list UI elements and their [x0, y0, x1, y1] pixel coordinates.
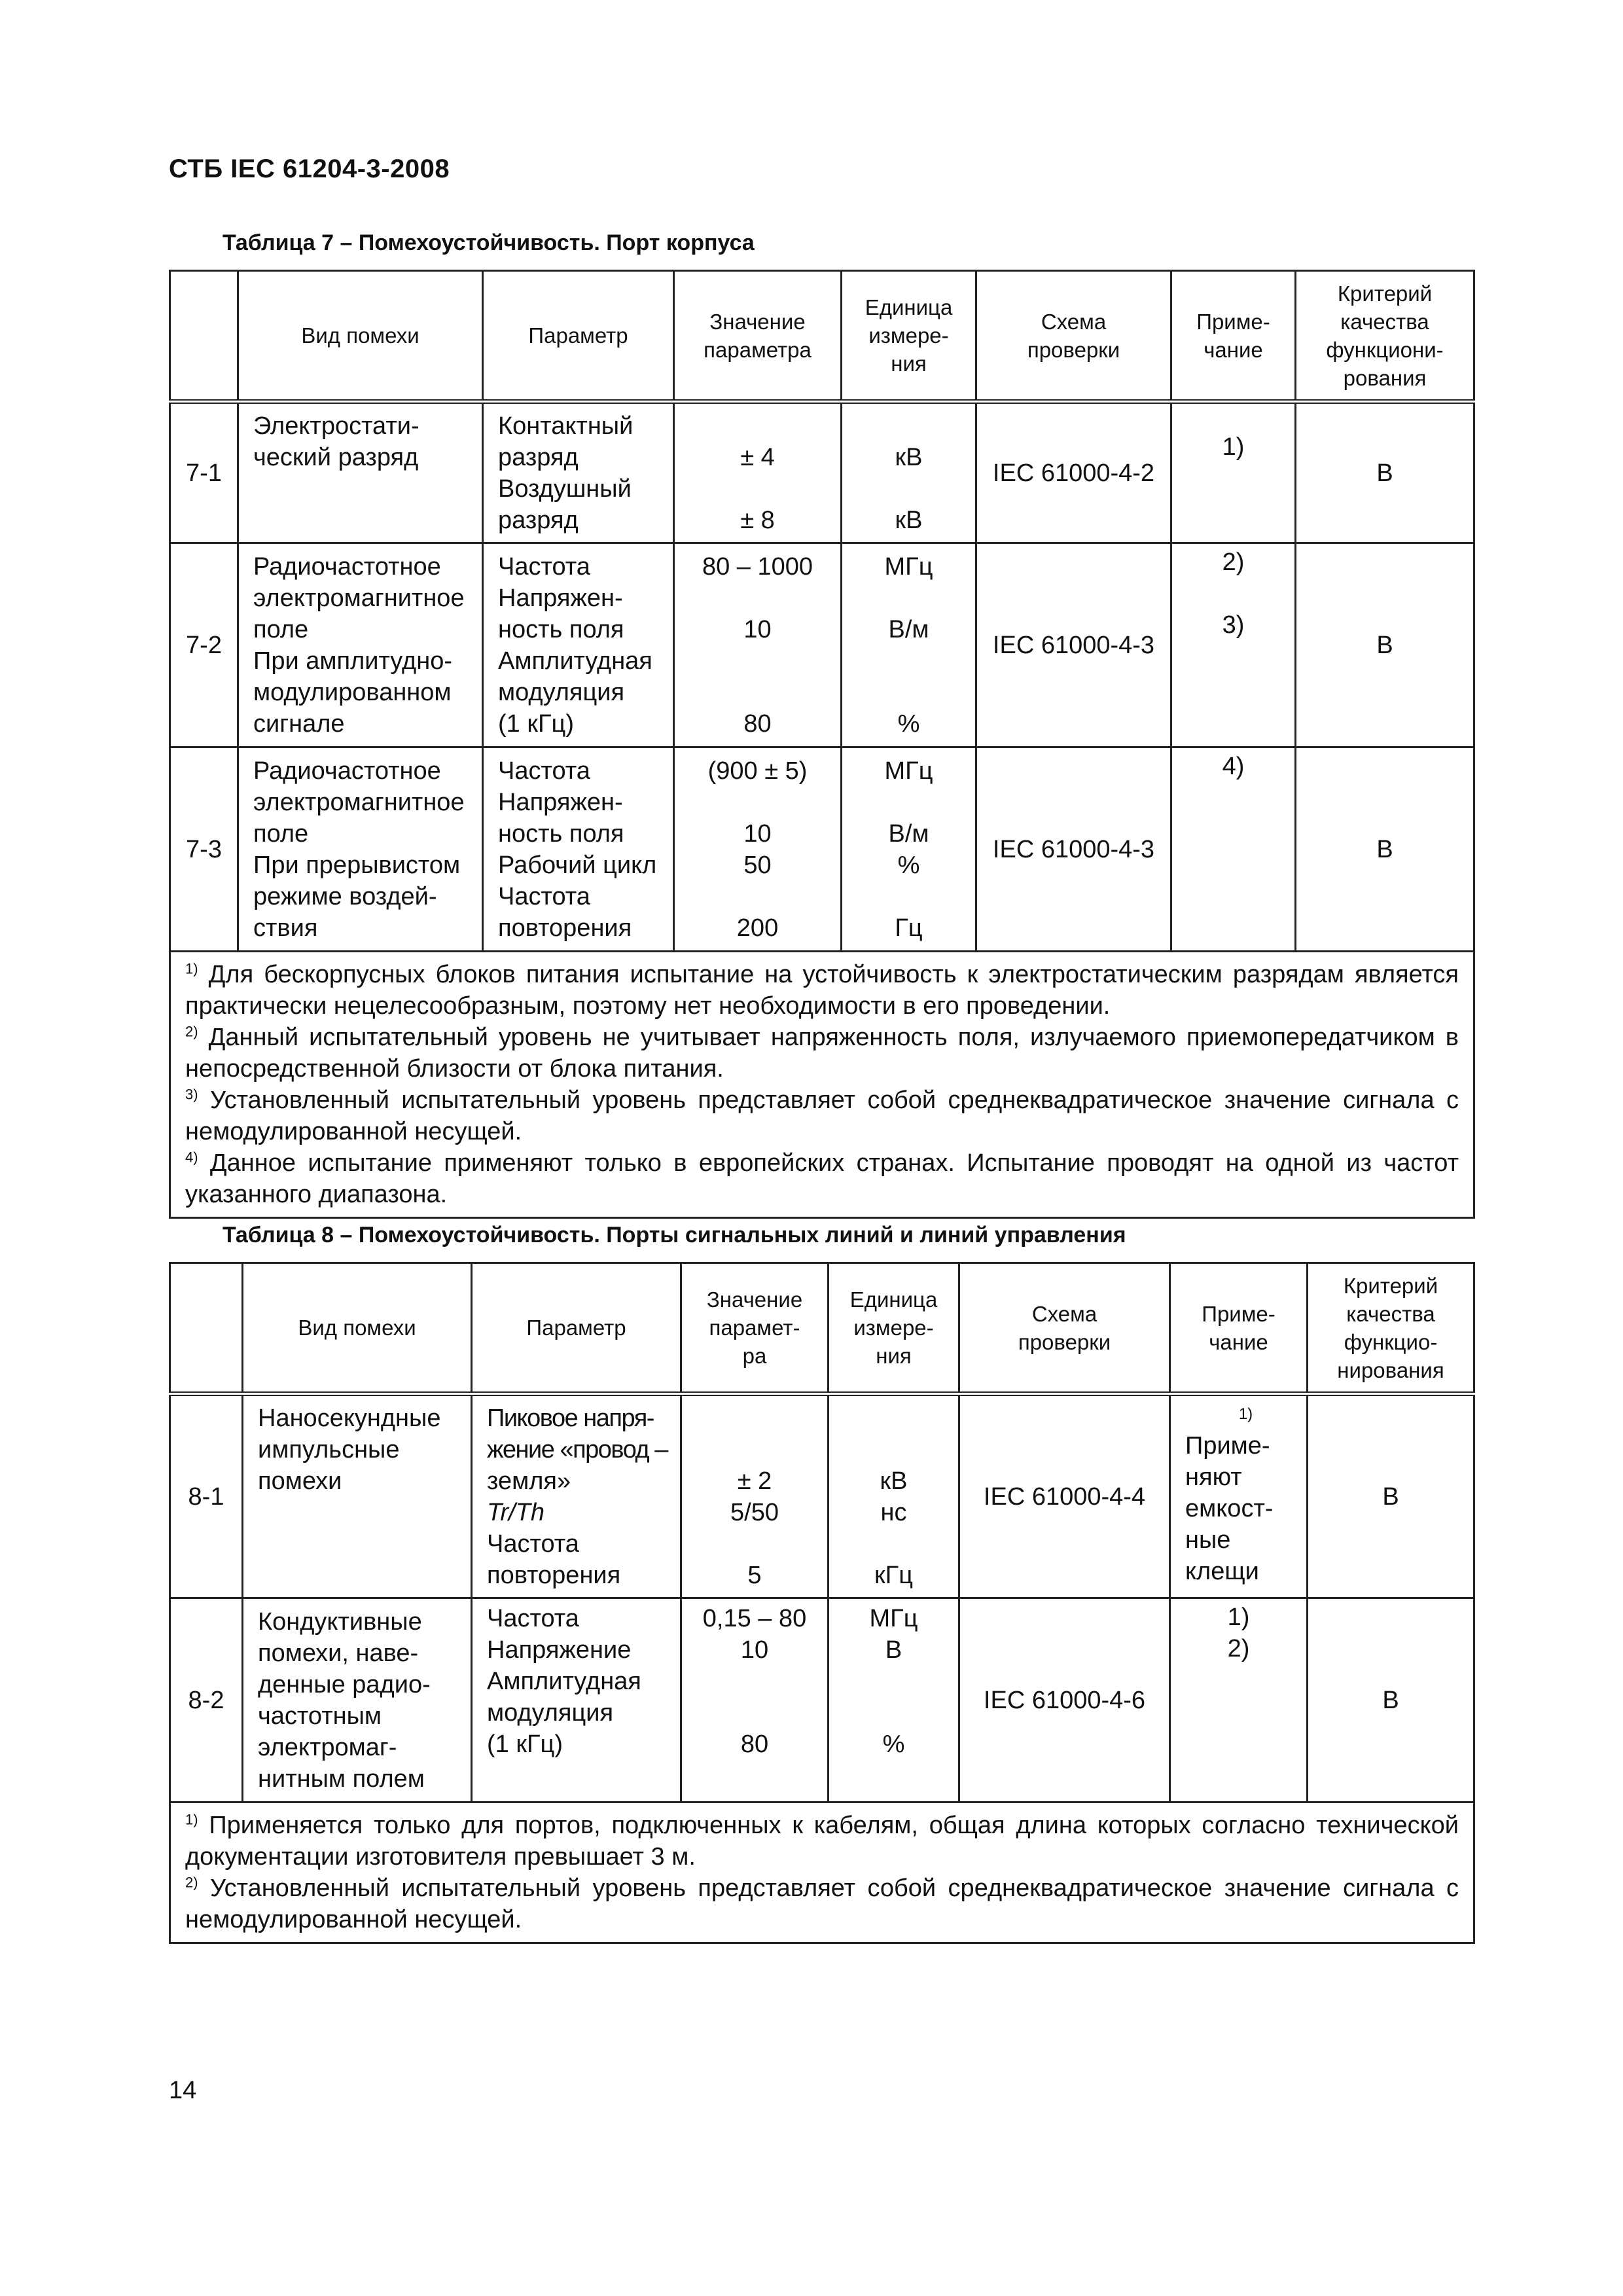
footnote: $^{1)}$ Для бескорпусных блоков питания испытание на устойчивость к электростатическим разрядам является практически нецелесообразным, поэтому нет необходимости в его проведении.: [185, 960, 1459, 1020]
footnote: $^{3)}$ Установленный испытательный уровень представляет собой среднеквадратическое значение сигнала с немодулированной несущей.: [185, 1086, 1459, 1145]
unit: МГц В/м %: [842, 543, 976, 747]
test-scheme: IEC 61000-4-3: [976, 747, 1171, 952]
parameter: Пиковое напря- жение «провод – земля» Tr/Th Частота повторения: [472, 1394, 681, 1598]
table-row: [170, 402, 1474, 543]
note: 2) 3): [1171, 543, 1296, 747]
header-cell-unit: Единица измере- ния: [829, 1263, 959, 1394]
value: ± 2 5/50 5: [681, 1394, 829, 1598]
parameter: Частота Напряжен- ность поля Амплитудная модуляция (1 кГц): [483, 543, 674, 747]
table-row: [170, 1394, 1474, 1598]
parameter: Частота Напряжение Амплитудная модуляция (1 кГц): [472, 1598, 681, 1803]
header-cell-param: Параметр: [472, 1263, 681, 1394]
table-row: [170, 1598, 1474, 1803]
criterion: B: [1308, 1598, 1474, 1803]
table7-footnotes: [170, 952, 1474, 1218]
header-cell-param: Параметр: [483, 271, 674, 402]
row-number: 7-1: [170, 402, 238, 543]
header-cell-value: Значение парамет- ра: [681, 1263, 829, 1394]
header-cell-note: Приме- чание: [1171, 271, 1296, 402]
table7-caption: Таблица 7 – Помехоустойчивость. Порт корпуса: [223, 230, 755, 255]
unit: кВ нс кГц: [829, 1394, 959, 1598]
parameter: Контактный разряд Воздушный разряд: [483, 402, 674, 543]
table-7: [169, 270, 1475, 1219]
interference-type: Кондуктивные помехи, наве- денные радио- частотным электромаг- нитным полем: [243, 1598, 472, 1803]
note: 1): [1171, 402, 1296, 543]
table8-header-row: [170, 1263, 1474, 1394]
row-number: 8-2: [170, 1598, 243, 1803]
header-cell-value: Значение параметра: [674, 271, 842, 402]
test-scheme: IEC 61000-4-6: [959, 1598, 1170, 1803]
page-number: 14: [169, 2077, 197, 2104]
value: ± 4 ± 8: [674, 402, 842, 543]
row-number: 7-3: [170, 747, 238, 952]
footnote: $^{2)}$ Данный испытательный уровень не учитывает напряженность поля, излучаемого приемопередатчиком в непосредственной близости от блока питания.: [185, 1023, 1459, 1083]
footnote: $^{2)}$ Установленный испытательный уровень представляет собой среднеквадратическое значение сигнала с немодулированной несущей.: [185, 1874, 1459, 1933]
interference-type: Электростати- ческий разряд: [238, 402, 483, 543]
note: 4): [1171, 747, 1296, 952]
parameter: Частота Напряжен- ность поля Рабочий цикл Частота повторения: [483, 747, 674, 952]
unit: кВ кВ: [842, 402, 976, 543]
table-row: [170, 543, 1474, 747]
header-cell-num: [170, 271, 238, 402]
value: 0,15 – 80 10 80: [681, 1598, 829, 1803]
criterion: B: [1308, 1394, 1474, 1598]
row-number: 8-1: [170, 1394, 243, 1598]
table-8: [169, 1262, 1475, 1944]
table7-header-row: [170, 271, 1474, 402]
header-cell-type: Вид помехи: [243, 1263, 472, 1394]
document-code: СТБ IEC 61204-3-2008: [169, 154, 450, 183]
row-number: 7-2: [170, 543, 238, 747]
unit: МГц В/м % Гц: [842, 747, 976, 952]
table-row: [170, 747, 1474, 952]
header-cell-type: Вид помехи: [238, 271, 483, 402]
test-scheme: IEC 61000-4-3: [976, 543, 1171, 747]
header-cell-unit: Единица измере- ния: [842, 271, 976, 402]
test-scheme: IEC 61000-4-4: [959, 1394, 1170, 1598]
footnote: $^{4)}$ Данное испытание применяют только в европейских странах. Испытание проводят на одной из частот указанного диапазона.: [185, 1149, 1459, 1208]
header-cell-scheme: Схема проверки: [976, 271, 1171, 402]
unit: МГц В %: [829, 1598, 959, 1803]
note: 1) Приме- няют емкост- ные клещи: [1170, 1394, 1308, 1598]
interference-type: Радиочастотное электромагнитное поле При прерывистом режиме воздей- ствия: [238, 747, 483, 952]
interference-type: Наносекундные импульсные помехи: [243, 1394, 472, 1598]
criterion: B: [1296, 543, 1474, 747]
header-cell-scheme: Схема проверки: [959, 1263, 1170, 1394]
footnotes-row: [170, 1803, 1474, 1943]
footnote: $^{1)}$ Применяется только для портов, подключенных к кабелям, общая длина которых согласно технической документации изготовителя превышает 3 м.: [185, 1811, 1459, 1871]
footnotes-row: [170, 952, 1474, 1218]
value: (900 ± 5) 10 50 200: [674, 747, 842, 952]
header-cell-criterion: Критерий качества функциони- рования: [1296, 271, 1474, 402]
header-cell-note: Приме- чание: [1170, 1263, 1308, 1394]
interference-type: Радиочастотное электромагнитное поле При амплитудно- модулированном сигнале: [238, 543, 483, 747]
note: 1) 2): [1170, 1598, 1308, 1803]
header-cell-criterion: Критерий качества функцио- нирования: [1308, 1263, 1474, 1394]
value: 80 – 1000 10 80: [674, 543, 842, 747]
criterion: B: [1296, 747, 1474, 952]
table8-caption: Таблица 8 – Помехоустойчивость. Порты сигнальных линий и линий управления: [223, 1223, 1126, 1247]
test-scheme: IEC 61000-4-2: [976, 402, 1171, 543]
table8-footnotes: [170, 1803, 1474, 1943]
criterion: B: [1296, 402, 1474, 543]
header-cell-num: [170, 1263, 243, 1394]
